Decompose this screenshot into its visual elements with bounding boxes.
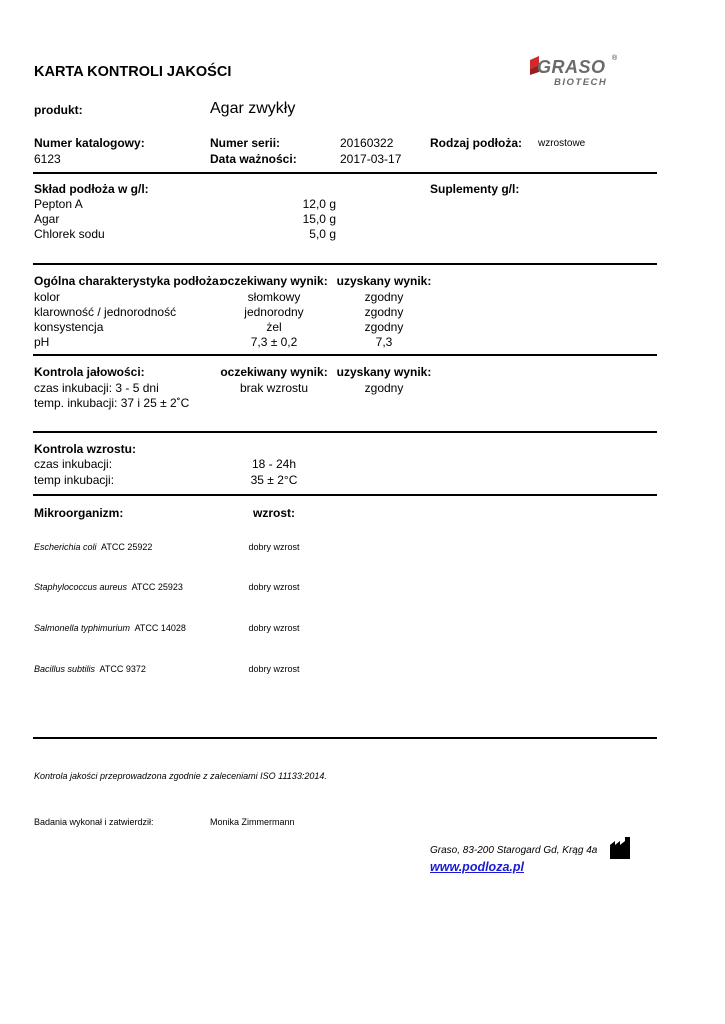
graso-logo bbox=[527, 55, 627, 93]
sterility-obtained-header: uzyskany wynik: bbox=[336, 365, 432, 379]
characteristic-expected: 7,3 ± 0,2 bbox=[250, 335, 298, 349]
divider bbox=[33, 172, 657, 174]
strain-code: ATCC 14028 bbox=[134, 623, 186, 633]
characteristic-expected: słomkowy bbox=[247, 290, 301, 304]
ingredient-amount: 5,0 g bbox=[309, 227, 336, 241]
microorganism-row bbox=[34, 542, 152, 552]
growth-header: wzrost: bbox=[253, 506, 295, 520]
growth-control-label: Kontrola wzrostu: bbox=[34, 442, 136, 456]
series-number: 20160322 bbox=[340, 136, 394, 150]
species-name: Escherichia coli bbox=[34, 542, 97, 552]
characteristic-obtained: zgodny bbox=[364, 290, 404, 304]
characteristic-obtained: 7,3 bbox=[375, 335, 393, 349]
medium-type: wzrostowe bbox=[538, 138, 586, 149]
expected-result-header: oczekiwany wynik: bbox=[220, 274, 328, 288]
logo-subtext: BIOTECH bbox=[554, 77, 608, 88]
company-address: Graso, 83-200 Starogard Gd, Krąg 4a bbox=[430, 845, 598, 856]
strain-code: ATCC 25922 bbox=[101, 542, 153, 552]
species-name: Staphylococcus aureus bbox=[34, 582, 128, 592]
sterility-expected: brak wzrostu bbox=[239, 381, 309, 395]
growth-result: dobry wzrost bbox=[248, 542, 300, 552]
divider bbox=[33, 431, 657, 433]
website-link[interactable]: www.podloza.pl bbox=[430, 860, 524, 874]
microorganism-header: Mikroorganizm: bbox=[34, 506, 124, 520]
characteristic-name: kolor bbox=[34, 290, 61, 304]
growth-result: dobry wzrost bbox=[248, 582, 300, 592]
ingredient-amount: 12,0 g bbox=[302, 197, 336, 211]
ingredient-name: Agar bbox=[34, 212, 60, 226]
characteristic-obtained: zgodny bbox=[364, 320, 404, 334]
growth-temp-value: 35 ± 2°C bbox=[250, 473, 298, 487]
characteristic-name: konsystencja bbox=[34, 320, 104, 334]
divider bbox=[33, 737, 657, 739]
product-label: produkt: bbox=[34, 103, 83, 117]
growth-result: dobry wzrost bbox=[248, 623, 300, 633]
growth-temp-label: temp inkubacji: bbox=[34, 473, 115, 487]
characteristic-expected: żel bbox=[266, 320, 282, 334]
manufacturer-icon-svg bbox=[609, 836, 633, 860]
divider bbox=[33, 354, 657, 356]
characteristic-name: klarowność / jednorodność bbox=[34, 305, 177, 319]
catalog-number-label: Numer katalogowy: bbox=[34, 136, 145, 150]
divider bbox=[33, 263, 657, 265]
ingredient-amount: 15,0 g bbox=[302, 212, 336, 226]
growth-time-label: czas inkubacji: bbox=[34, 457, 113, 471]
microorganism-row bbox=[34, 664, 146, 674]
sterility-incubation-temp: temp. inkubacji: 37 i 25 ± 2˚C bbox=[34, 396, 190, 410]
signed-label: Badania wykonał i zatwierdził: bbox=[34, 817, 154, 827]
ingredient-name: Chlorek sodu bbox=[34, 227, 105, 241]
catalog-number: 6123 bbox=[34, 152, 61, 166]
growth-result: dobry wzrost bbox=[248, 664, 300, 674]
expiry-date: 2017-03-17 bbox=[340, 152, 402, 166]
series-number-label: Numer serii: bbox=[210, 136, 281, 150]
supplements-label: Suplementy g/l: bbox=[430, 182, 520, 196]
sterility-expected-header: oczekiwany wynik: bbox=[220, 365, 328, 379]
characteristic-expected: jednorodny bbox=[244, 305, 304, 319]
obtained-result-header: uzyskany wynik: bbox=[336, 274, 432, 288]
microorganism-row bbox=[34, 582, 183, 592]
species-name: Bacillus subtilis bbox=[34, 664, 96, 674]
logo-registered: ® bbox=[612, 55, 618, 62]
strain-code: ATCC 25923 bbox=[131, 582, 183, 592]
microorganism-row bbox=[34, 623, 186, 633]
sterility-label: Kontrola jałowości: bbox=[34, 365, 145, 379]
sterility-obtained: zgodny bbox=[364, 381, 404, 395]
page-title: KARTA KONTROLI JAKOŚCI bbox=[34, 64, 232, 80]
product-name: Agar zwykły bbox=[210, 100, 296, 117]
species-name: Salmonella typhimurium bbox=[34, 623, 131, 633]
manufacturer-icon bbox=[609, 836, 633, 860]
characteristic-name: pH bbox=[34, 335, 50, 349]
expiry-date-label: Data ważności: bbox=[210, 152, 297, 166]
strain-code: ATCC 9372 bbox=[99, 664, 146, 674]
iso-note: Kontrola jakości przeprowadzona zgodnie z zaleceniami ISO 11133:2014. bbox=[34, 771, 327, 781]
characteristic-obtained: zgodny bbox=[364, 305, 404, 319]
ingredient-name: Pepton A bbox=[34, 197, 83, 211]
characteristics-label: Ogólna charakterystyka podłoża: bbox=[34, 274, 223, 288]
logo-text: GRASO bbox=[537, 57, 606, 77]
sterility-incubation-time: czas inkubacji: 3 - 5 dni bbox=[34, 381, 159, 395]
signed-name: Monika Zimmermann bbox=[210, 817, 295, 827]
composition-label: Skład podłoża w g/l: bbox=[34, 182, 149, 196]
divider bbox=[33, 494, 657, 496]
medium-type-label: Rodzaj podłoża: bbox=[430, 136, 522, 150]
growth-time-value: 18 - 24h bbox=[251, 457, 297, 471]
